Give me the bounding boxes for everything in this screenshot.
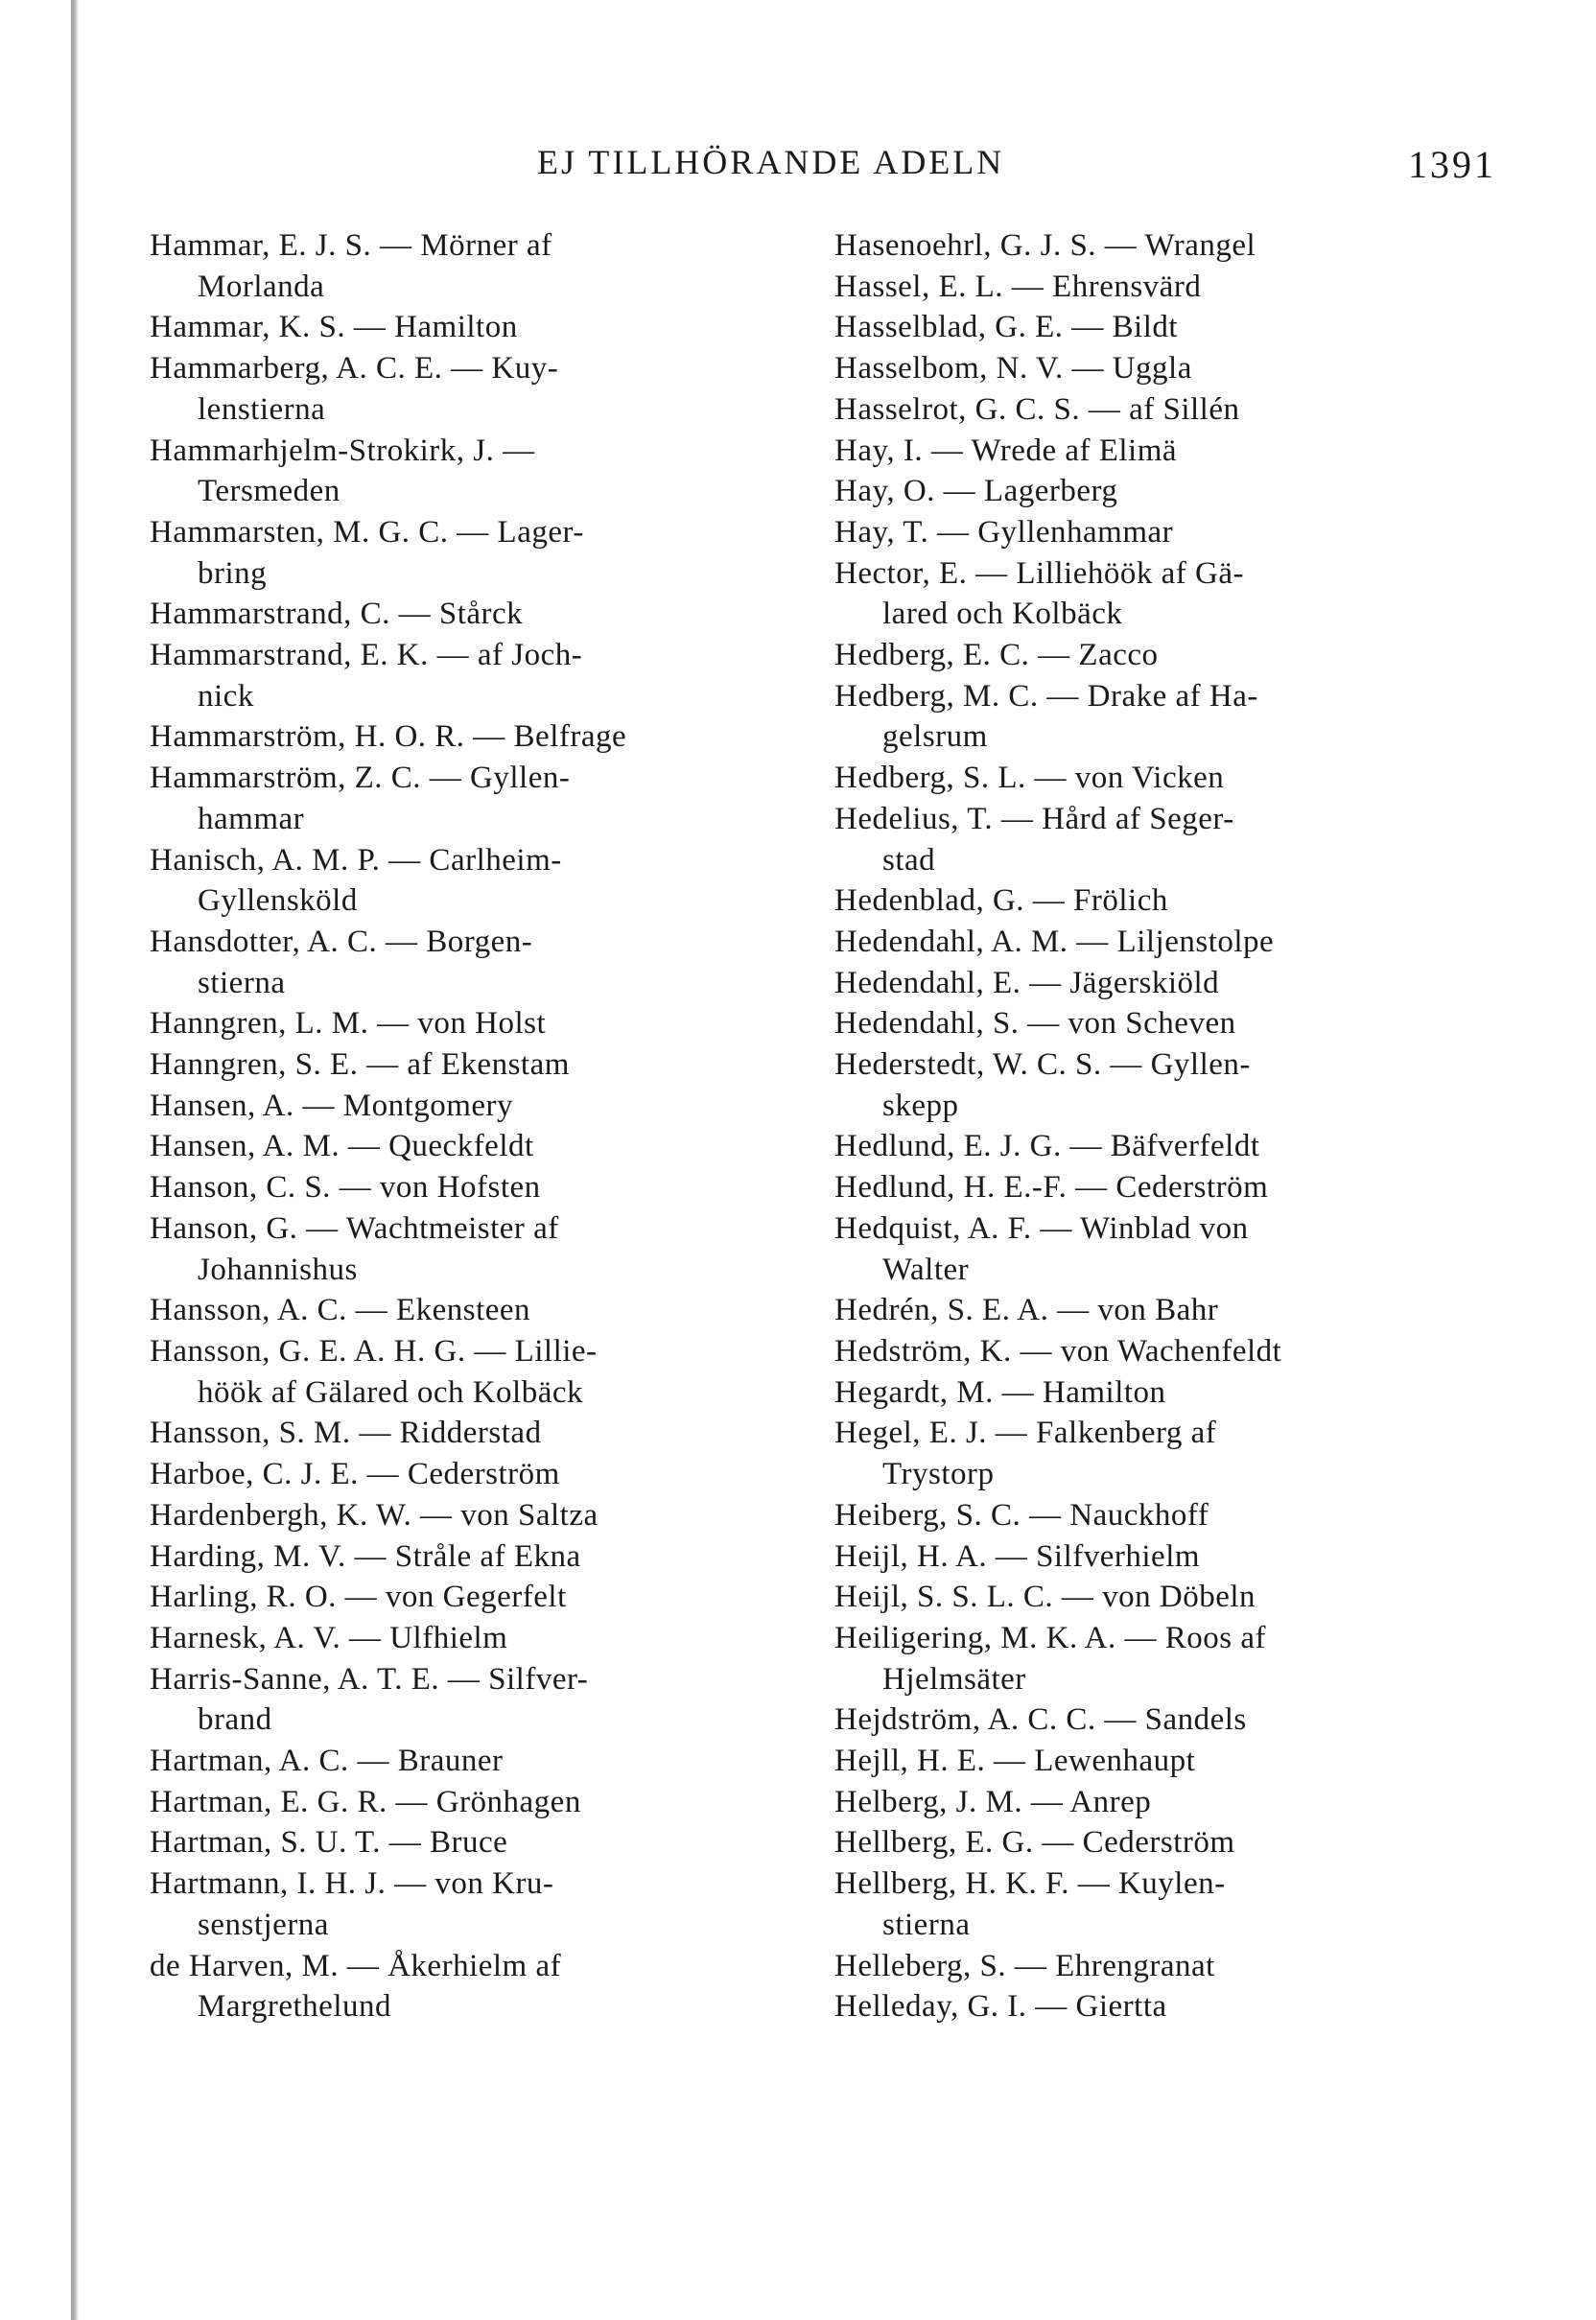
entry-continuation: Tersmeden bbox=[198, 474, 340, 509]
entry-line: Hasselbom, N. V. — Uggla bbox=[834, 351, 1192, 387]
index-entry bbox=[834, 1372, 1506, 1414]
entry-continuation: hammar bbox=[198, 801, 305, 836]
index-entry bbox=[834, 1208, 1506, 1290]
entry-continuation: Hjelmsäter bbox=[882, 1661, 1026, 1697]
index-entry bbox=[834, 389, 1506, 431]
entry-line: Hasenoehrl, G. J. S. — Wrangel bbox=[834, 228, 1256, 263]
index-entry bbox=[834, 431, 1506, 472]
index-entry bbox=[834, 1863, 1506, 1945]
entry-line: Hederstedt, W. C. S. — Gyllen- bbox=[834, 1047, 1251, 1083]
index-entry bbox=[834, 1782, 1506, 1823]
index-entry bbox=[150, 1003, 802, 1044]
page-number: 1391 bbox=[1408, 143, 1496, 186]
entry-continuation: senstjerna bbox=[198, 1907, 329, 1942]
index-entry bbox=[834, 799, 1506, 880]
entry-line: Hedrén, S. E. A. — von Bahr bbox=[834, 1293, 1219, 1328]
entry-continuation: stierna bbox=[882, 1907, 971, 1942]
index-entry bbox=[834, 348, 1506, 389]
index-entry bbox=[834, 1126, 1506, 1167]
entry-line: Hedberg, E. C. — Zacco bbox=[834, 638, 1159, 673]
entry-line: Harling, R. O. — von Gegerfelt bbox=[150, 1580, 567, 1615]
entry-line: Helleday, G. I. — Giertta bbox=[834, 1989, 1167, 2025]
index-entry bbox=[834, 1741, 1506, 1782]
index-entry bbox=[834, 307, 1506, 348]
left-column bbox=[150, 225, 802, 2027]
index-entry bbox=[834, 1413, 1506, 1494]
entry-continuation: Gyllensköld bbox=[198, 883, 358, 919]
entry-line: Hanisch, A. M. P. — Carlheim- bbox=[150, 842, 562, 878]
entry-line: Hedström, K. — von Wachenfeldt bbox=[834, 1333, 1282, 1369]
entry-line: de Harven, M. — Åkerhielm af bbox=[150, 1948, 562, 1983]
index-entry bbox=[834, 553, 1506, 635]
book-spine-edge bbox=[0, 0, 86, 2320]
entry-line: Hector, E. — Lilliehöök af Gä- bbox=[834, 555, 1244, 591]
index-entry bbox=[834, 1290, 1506, 1331]
entry-line: Hartmann, I. H. J. — von Kru- bbox=[150, 1866, 554, 1902]
entry-line: Hedberg, S. L. — von Vicken bbox=[834, 761, 1225, 796]
index-entry bbox=[150, 1167, 802, 1208]
entry-line: Hedquist, A. F. — Winblad von bbox=[834, 1210, 1249, 1246]
entry-line: Hedlund, E. J. G. — Bäfverfeldt bbox=[834, 1129, 1260, 1164]
entry-line: Harnesk, A. V. — Ulfhielm bbox=[150, 1620, 508, 1655]
entry-line: Hammarhjelm-Strokirk, J. — bbox=[150, 433, 535, 468]
entry-continuation: Morlanda bbox=[198, 269, 325, 304]
entry-line: Hanngren, S. E. — af Ekenstam bbox=[150, 1047, 570, 1083]
entry-line: Hedendahl, E. — Jägerskiöld bbox=[834, 965, 1220, 1000]
index-entry bbox=[834, 1167, 1506, 1208]
index-entry bbox=[150, 512, 802, 594]
index-entry bbox=[150, 1454, 802, 1495]
entry-continuation: gelsrum bbox=[882, 719, 988, 755]
index-entry bbox=[834, 1003, 1506, 1044]
entry-line: Hedendahl, S. — von Scheven bbox=[834, 1006, 1236, 1042]
index-entry bbox=[834, 635, 1506, 676]
index-entry bbox=[150, 1536, 802, 1578]
entry-continuation: nick bbox=[198, 678, 254, 714]
entry-line: Harboe, C. J. E. — Cederström bbox=[150, 1457, 560, 1492]
entry-line: Hartman, S. U. T. — Bruce bbox=[150, 1825, 508, 1861]
index-entry bbox=[834, 1699, 1506, 1741]
index-entry bbox=[834, 225, 1506, 267]
index-entry bbox=[150, 1946, 802, 2027]
entry-line: Heiberg, S. C. — Nauckhoff bbox=[834, 1497, 1209, 1533]
entry-continuation: Walter bbox=[882, 1252, 970, 1287]
entry-line: Hedlund, H. E.-F. — Cederström bbox=[834, 1170, 1269, 1206]
entry-continuation: skepp bbox=[882, 1088, 959, 1123]
entry-line: Hasselrot, G. C. S. — af Sillén bbox=[834, 391, 1240, 427]
index-entry bbox=[834, 512, 1506, 553]
entry-line: Hegel, E. J. — Falkenberg af bbox=[834, 1416, 1217, 1451]
entry-line: Hassel, E. L. — Ehrensvärd bbox=[834, 269, 1202, 304]
index-entry bbox=[150, 922, 802, 1003]
entry-continuation: stierna bbox=[198, 965, 286, 1000]
entry-continuation: Margrethelund bbox=[198, 1989, 392, 2025]
index-entry bbox=[834, 471, 1506, 512]
entry-line: Heiligering, M. K. A. — Roos af bbox=[834, 1620, 1266, 1655]
entry-line: Hanngren, L. M. — von Holst bbox=[150, 1006, 547, 1042]
entry-line: Hammarsten, M. G. C. — Lager- bbox=[150, 514, 584, 550]
index-entry bbox=[150, 758, 802, 839]
index-entry bbox=[834, 1946, 1506, 1987]
index-entry bbox=[150, 1208, 802, 1290]
entry-continuation: Trystorp bbox=[882, 1457, 995, 1492]
entry-line: Hanson, C. S. — von Hofsten bbox=[150, 1170, 541, 1206]
index-entry bbox=[834, 676, 1506, 758]
entry-line: Hellberg, E. G. — Cederström bbox=[834, 1825, 1235, 1861]
index-entry bbox=[834, 880, 1506, 922]
index-entry bbox=[150, 1495, 802, 1536]
index-entry bbox=[150, 1782, 802, 1823]
index-entry bbox=[150, 307, 802, 348]
index-entry bbox=[150, 594, 802, 635]
index-entry bbox=[150, 1331, 802, 1413]
entry-line: Helberg, J. M. — Anrep bbox=[834, 1784, 1152, 1819]
index-entry bbox=[834, 1536, 1506, 1578]
entry-line: Hammarström, Z. C. — Gyllen- bbox=[150, 761, 571, 796]
entry-line: Hammarström, H. O. R. — Belfrage bbox=[150, 719, 627, 755]
entry-line: Hellberg, H. K. F. — Kuylen- bbox=[834, 1866, 1226, 1902]
entry-line: Harris-Sanne, A. T. E. — Silfver- bbox=[150, 1661, 589, 1697]
entry-line: Heijl, H. A. — Silfverhielm bbox=[834, 1538, 1201, 1574]
index-entry bbox=[150, 716, 802, 758]
entry-line: Hay, O. — Lagerberg bbox=[834, 474, 1118, 509]
entry-line: Heijl, S. S. L. C. — von Döbeln bbox=[834, 1580, 1256, 1615]
entry-continuation: bring bbox=[198, 555, 268, 591]
index-entry bbox=[150, 840, 802, 922]
entry-line: Hedberg, M. C. — Drake af Ha- bbox=[834, 678, 1258, 714]
entry-line: Hedendahl, A. M. — Liljenstolpe bbox=[834, 924, 1275, 959]
index-entry bbox=[834, 963, 1506, 1004]
entry-line: Hammarstrand, C. — Stårck bbox=[150, 597, 524, 632]
index-entry bbox=[150, 1086, 802, 1127]
index-entry bbox=[834, 1618, 1506, 1699]
index-entry bbox=[150, 1044, 802, 1086]
index-entry bbox=[150, 1863, 802, 1945]
entry-line: Hay, I. — Wrede af Elimä bbox=[834, 433, 1178, 468]
entry-line: Hansen, A. M. — Queckfeldt bbox=[150, 1129, 534, 1164]
entry-continuation: brand bbox=[198, 1702, 272, 1738]
entry-line: Hansen, A. — Montgomery bbox=[150, 1088, 514, 1123]
entry-line: Hay, T. — Gyllenhammar bbox=[834, 514, 1174, 550]
entry-line: Hedelius, T. — Hård af Seger- bbox=[834, 801, 1234, 836]
index-entry bbox=[834, 1822, 1506, 1863]
index-entry bbox=[834, 922, 1506, 963]
index-entry bbox=[834, 1044, 1506, 1126]
entry-line: Hammarberg, A. C. E. — Kuy- bbox=[150, 351, 559, 387]
index-entry bbox=[150, 431, 802, 512]
entry-line: Hejll, H. E. — Lewenhaupt bbox=[834, 1744, 1196, 1779]
entry-line: Hartman, E. G. R. — Grönhagen bbox=[150, 1784, 581, 1819]
entry-line: Hammarstrand, E. K. — af Joch- bbox=[150, 638, 583, 673]
entry-line: Hansson, S. M. — Ridderstad bbox=[150, 1416, 542, 1451]
index-entry bbox=[150, 1822, 802, 1863]
index-entry bbox=[150, 225, 802, 307]
entry-line: Hansdotter, A. C. — Borgen- bbox=[150, 924, 533, 959]
entry-continuation: Johannishus bbox=[198, 1252, 358, 1287]
index-entry bbox=[150, 1618, 802, 1659]
entry-line: Hartman, A. C. — Brauner bbox=[150, 1744, 504, 1779]
entry-line: Hanson, G. — Wachtmeister af bbox=[150, 1210, 559, 1246]
entry-line: Hansson, G. E. A. H. G. — Lillie- bbox=[150, 1333, 598, 1369]
running-title: EJ TILLHÖRANDE ADELN bbox=[537, 143, 1005, 181]
index-entry bbox=[150, 635, 802, 716]
index-entry bbox=[834, 1577, 1506, 1618]
entry-line: Hammar, E. J. S. — Mörner af bbox=[150, 228, 552, 263]
entry-line: Hasselblad, G. E. — Bildt bbox=[834, 310, 1179, 345]
entry-continuation: lenstierna bbox=[198, 391, 326, 427]
index-entry bbox=[834, 1986, 1506, 2027]
index-entry bbox=[150, 1659, 802, 1741]
index-entry bbox=[834, 1331, 1506, 1372]
index-entry bbox=[834, 1495, 1506, 1536]
index-entry bbox=[150, 348, 802, 430]
index-entry bbox=[150, 1577, 802, 1618]
index-entry bbox=[834, 267, 1506, 308]
entry-continuation: lared och Kolbäck bbox=[882, 597, 1123, 632]
entry-line: Hegardt, M. — Hamilton bbox=[834, 1374, 1166, 1410]
entry-line: Hedenblad, G. — Frölich bbox=[834, 883, 1168, 919]
page-header bbox=[144, 142, 1496, 199]
entry-line: Helleberg, S. — Ehrengranat bbox=[834, 1948, 1215, 1983]
entry-line: Harding, M. V. — Stråle af Ekna bbox=[150, 1538, 581, 1574]
index-entry bbox=[150, 1741, 802, 1782]
entry-line: Hansson, A. C. — Ekensteen bbox=[150, 1293, 531, 1328]
entry-continuation: höök af Gälared och Kolbäck bbox=[198, 1374, 584, 1410]
index-entry bbox=[834, 758, 1506, 799]
entry-line: Hardenbergh, K. W. — von Saltza bbox=[150, 1497, 598, 1533]
entry-line: Hejdström, A. C. C. — Sandels bbox=[834, 1702, 1247, 1738]
entry-line: Hammar, K. S. — Hamilton bbox=[150, 310, 518, 345]
entry-continuation: stad bbox=[882, 842, 936, 878]
index-entry bbox=[150, 1290, 802, 1331]
index-entry bbox=[150, 1413, 802, 1454]
right-column bbox=[834, 225, 1506, 2027]
index-entry bbox=[150, 1126, 802, 1167]
